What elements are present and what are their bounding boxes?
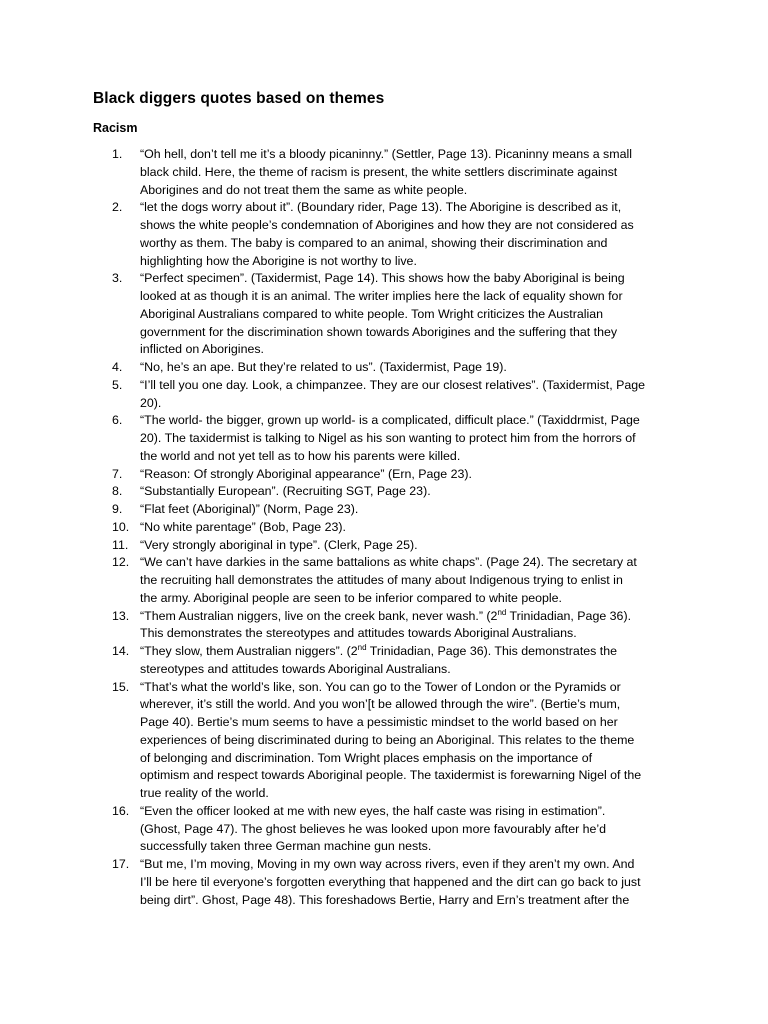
- list-item: [0, 554, 768, 607]
- list-item-number: 8.: [112, 484, 123, 499]
- list-item-text: “But me, I’m moving, Moving in my own way across rivers, even if they aren’t my own. And I’ll be here til everyone’s forgotten everything that happened and the dirt can go back to just being dirt”. Ghost, Page 48). This foreshadows Bertie, Harry and Ern’s treatment after the: [140, 857, 641, 907]
- quote-list: [0, 146, 768, 909]
- list-item: [0, 643, 768, 679]
- list-item-number: 13.: [112, 608, 130, 623]
- list-item: [0, 359, 768, 377]
- list-item: [0, 537, 768, 555]
- list-item-text: “No, he’s an ape. But they’re related to us”. (Taxidermist, Page 19).: [140, 360, 507, 374]
- list-item-text-start: “Them Australian niggers, live on the creek bank, never wash.” (2: [140, 608, 498, 623]
- list-item-text: “Substantially European”. (Recruiting SGT, Page 23).: [140, 484, 431, 499]
- list-item-number: 9.: [112, 502, 123, 516]
- list-item-text: [140, 608, 678, 644]
- list-item: [0, 270, 768, 359]
- list-item: [0, 803, 768, 856]
- list-item-text: “Reason: Of strongly Aboriginal appearance” (Ern, Page 23).: [140, 466, 472, 481]
- list-item-number: 11.: [112, 537, 129, 552]
- list-item-text-end: Trinidadian, Page 36). This demonstrates the stereotypes and attitudes towards Aboriginal Australians.: [140, 608, 632, 641]
- list-item-text-end: Trinidadian, Page 36). This demonstrates the stereotypes and attitudes towards Aboriginal Australians.: [140, 644, 618, 676]
- list-item-number: 7.: [112, 466, 123, 481]
- list-item-number: 10.: [112, 519, 130, 534]
- list-item-text: [140, 643, 678, 679]
- document-title: Black diggers quotes based on themes: [93, 90, 385, 107]
- ordinal-suffix: nd: [357, 642, 367, 652]
- list-item: [0, 856, 768, 909]
- list-item-number: 1.: [112, 147, 123, 161]
- list-item-text: “Flat feet (Aboriginal)” (Norm, Page 23).: [140, 502, 359, 516]
- list-item-text: “Even the officer looked at me with new eyes, the half caste was rising in estimation”. (Ghost, Page 47). The ghost believes he was looked upon more favourably after he’d successfully taken three German machine gun nests.: [140, 803, 607, 854]
- list-item-number: 17.: [112, 857, 130, 871]
- list-item-text: “That’s what the world’s like, son. You can go to the Tower of London or the Pyramids or wherever, it’s still the world. And you won’[t be allowed through the wire”. (Bertie’s mum, Page 40). Bertie’s mum seems to have a pessimistic mindset to the world based on her experiences of being discriminated during to being an Aboriginal. This relates to the theme of belonging and discrimination. Tom Wright places emphasis on the importance of optimism and respect towards Aboriginal people. The taxidermist is forewarning Nigel of the true reality of the world.: [140, 679, 642, 800]
- list-item-number: 14.: [112, 644, 130, 658]
- list-item: [0, 412, 768, 465]
- list-item-number: 12.: [112, 555, 130, 570]
- list-item-text-start: “They slow, them Australian niggers”. (2: [140, 644, 358, 658]
- section-heading-racism: Racism: [93, 121, 138, 135]
- list-item-text: “We can’t have darkies in the same battalions as white chaps”. (Page 24). The secretary at the recruiting hall demonstrates the attitudes of many about Indigenous trying to enlist in the army. Aboriginal people are seen to be inferior compared to white people.: [140, 555, 637, 605]
- list-item: [0, 146, 768, 199]
- list-item-number: 4.: [112, 360, 123, 374]
- ordinal-suffix: nd: [497, 607, 507, 617]
- list-item-text: “No white parentage” (Bob, Page 23).: [140, 519, 346, 534]
- list-item: [0, 483, 768, 501]
- list-item-number: 16.: [112, 803, 130, 818]
- list-item-text: “I’ll tell you one day. Look, a chimpanzee. They are our closest relatives”. (Taxidermist, Page 20).: [140, 377, 646, 410]
- list-item-number: 3.: [112, 271, 123, 286]
- list-item: [0, 377, 768, 413]
- list-item-text: “Very strongly aboriginal in type”. (Clerk, Page 25).: [140, 537, 418, 552]
- list-item-text: “The world- the bigger, grown up world- is a complicated, difficult place.” (Taxiddrmist, Page 20). The taxidermist is talking to Nigel as his son wanting to protect him from the horrors of the world and not yet tell as to how his parents were killed.: [140, 413, 640, 463]
- list-item-text: “Oh hell, don’t tell me it’s a bloody picaninny.” (Settler, Page 13). Picaninny means a small black child. Here, the theme of racism is present, the white settlers discriminate against Aborigines and do not treat them the same as white people.: [140, 147, 632, 197]
- list-item-number: 2.: [112, 200, 123, 215]
- list-item: [0, 679, 768, 803]
- list-item: [0, 466, 768, 484]
- list-item: [0, 608, 768, 644]
- list-item-number: 5.: [112, 377, 123, 392]
- list-item-number: 15.: [112, 679, 130, 694]
- list-item: [0, 519, 768, 537]
- list-item-number: 6.: [112, 413, 123, 428]
- list-item: [0, 199, 768, 270]
- list-item-text: “let the dogs worry about it”. (Boundary rider, Page 13). The Aborigine is described as it, shows the white people’s condemnation of Aborigines and how they are not considered as worthy as them. The baby is compared to an animal, showing their discrimination and highlighting how the Aborigine is not worthy to live.: [140, 200, 634, 268]
- list-item-text: “Perfect specimen”. (Taxidermist, Page 14). This shows how the baby Aboriginal is being looked at as though it is an animal. The writer implies here the lack of equality shown for Aboriginal Australians compared to white people. Tom Wright criticizes the Australian government for the discrimination shown towards Aborigines and the suffering that they inflicted on Aborigines.: [140, 271, 625, 357]
- list-item: [0, 501, 768, 519]
